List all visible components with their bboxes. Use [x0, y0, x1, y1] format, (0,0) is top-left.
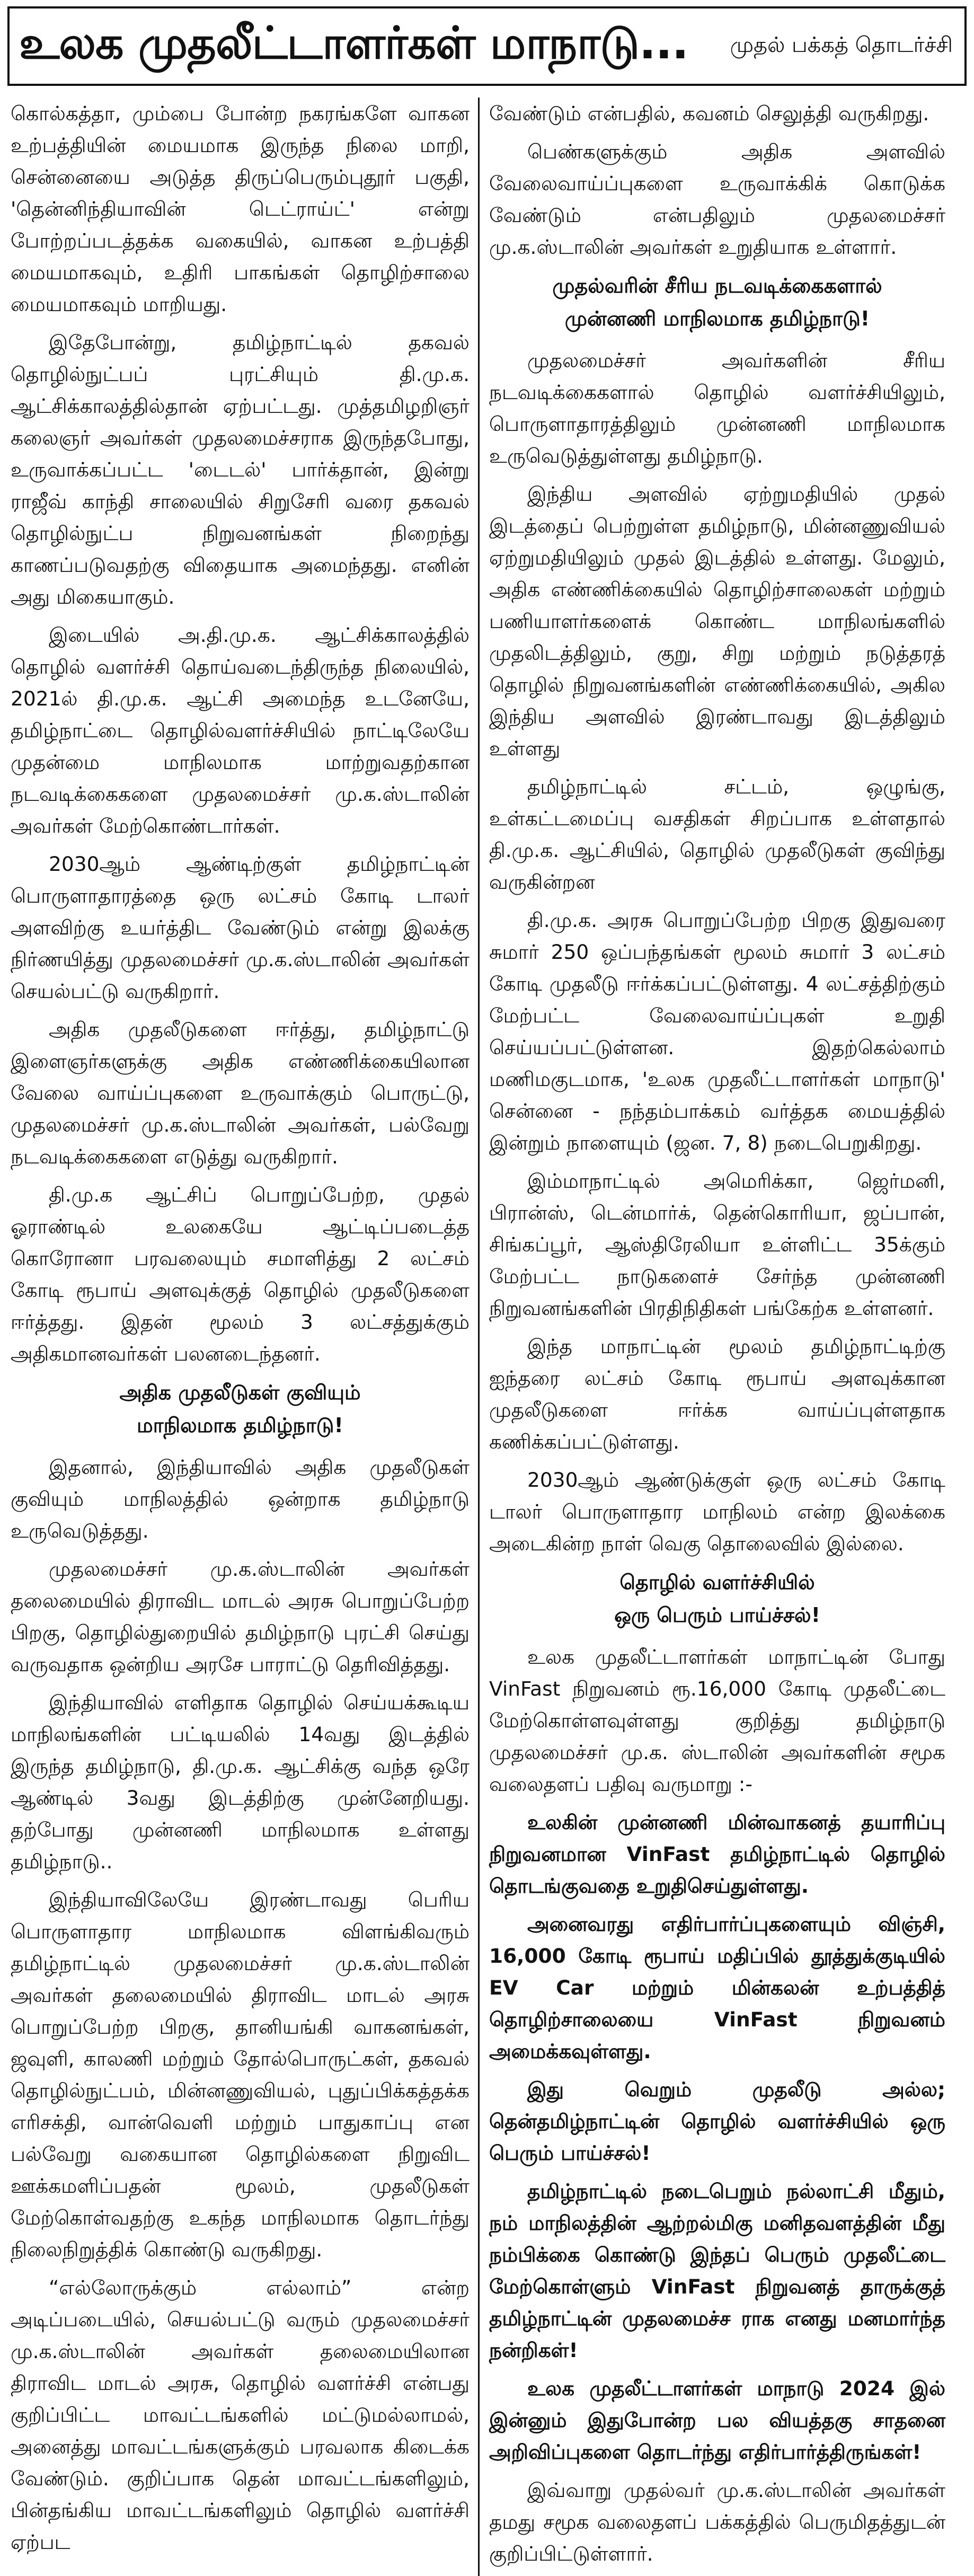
article-masthead	[7, 6, 967, 86]
article-paragraph: இந்திய அளவில் ஏற்றுமதியில் முதல் இடத்தைப் பெற்றுள்ள தமிழ்நாடு, மின்னணுவியல் ஏற்றுமதியிலும் முதல் இடத்தில் உள்ளது. மேலும், அதிக எண்ணிக்கையில் தொழிற்சாலைகள் மற்றும் பணியாளர்களைக் கொண்ட மாநிலங்களில் முதலிடத்திலும், குறு, சிறு மற்றும் நடுத்தரத் தொழில் நிறுவனங்களின் எண்ணிக்கையில், அகில இந்திய அளவில் இரண்டாவது இடத்திலும் உள்ளது	[489, 482, 945, 760]
article-paragraph: உலக முதலீட்டாளர்கள் மாநாட்டின் போது VinFast நிறுவனம் ரூ.16,000 கோடி முதலீட்டை மேற்கொள்ளவுள்ளது குறித்து தமிழ்நாடு முதலமைச்சர் மு.க. ஸ்டாலின் அவர்களின் சமூக வலைதளப் பதிவு வருமாறு :-	[489, 1645, 945, 1796]
article-paragraph: இது வெறும் முதலீடு அல்ல; தென்தமிழ்நாட்டின் தொழில் வளர்ச்சியில் ஒரு பெரும் பாய்ச்சல்!	[489, 2078, 945, 2165]
article-paragraph: இந்த மாநாட்டின் மூலம் தமிழ்நாட்டிற்கு ஐந்தரை லட்சம் கோடி ரூபாய் அளவுக்கான முதலீடுகளை ஈர்க்க வாய்ப்புள்ளதாக கணிக்கப்பட்டுள்ளது.	[489, 1335, 945, 1453]
article-paragraph: “எல்லோருக்கும் எல்லாம்” என்ற அடிப்படையில், செயல்பட்டு வரும் முதலமைச்சர் மு.க.ஸ்டாலின் அவர்கள் தலைமையிலான திராவிட மாடல் அரசு, தொழில் வளர்ச்சி என்பது குறிப்பிட்ட மாவட்டங்களில் மட்டுமல்லாமல், அனைத்து மாவட்டங்களுக்கும் பரவலாக கிடைக்க வேண்டும். குறிப்பாக தென் மாவட்டங்களிலும், பின்தங்கிய மாவட்டங்களிலும் தொழில் வளர்ச்சி ஏற்பட	[11, 2276, 470, 2554]
subheading-line: ஒரு பெரும் பாய்ச்சல்!	[614, 1603, 820, 1627]
article-paragraph: இதனால், இந்தியாவில் அதிக முதலீடுகள் குவியும் மாநிலத்தில் ஒன்றாக தமிழ்நாடு உருவெடுத்தது.	[11, 1455, 470, 1542]
subheading-line: முன்னணி மாநிலமாக தமிழ்நாடு!	[564, 307, 870, 330]
article-paragraph: இதேபோன்று, தமிழ்நாட்டில் தகவல் தொழில்நுட்பப் புரட்சியும் தி.மு.க. ஆட்சிக்காலத்தில்தான் ஏற்பட்டது. முத்தமிழறிஞர் கலைஞர் அவர்கள் முதலமைச்சராக இருந்தபோது, உருவாக்கப்பட்ட 'டைடல்' பார்க்தான், இன்று ராஜீவ் காந்தி சாலையில் சிறுசேரி வரை தகவல் தொழில்நுட்ப நிறுவனங்கள் நிறைந்து காணப்படுவதற்கு விதையாக அமைந்தது. எனின் அது மிகையாகும்.	[11, 331, 470, 608]
section-subheading	[11, 1376, 470, 1442]
section-subheading	[489, 269, 945, 335]
article-paragraph: உலகின் முன்னணி மின்வாகனத் தயாரிப்பு நிறுவனமான VinFast தமிழ்நாட்டில் தொழில் தொடங்குவதை உறுதிசெய்துள்ளது.	[489, 1811, 945, 1898]
article-paragraph: அனைவரது எதிர்பார்ப்புகளையும் விஞ்சி, 16,000 கோடி ரூபாய் மதிப்பில் தூத்துக்குடியில் EV Car மற்றும் மின்கலன் உற்பத்தித் தொழிற்சாலையை VinFast நிறுவனம் அமைக்கவுள்ளது.	[489, 1912, 945, 2063]
article-paragraph: இடையில் அ.தி.மு.க. ஆட்சிக்காலத்தில் தொழில் வளர்ச்சி தொய்வடைந்திருந்த நிலையில், 2021ல் தி.மு.க. ஆட்சி அமைந்த உடனேயே, தமிழ்நாட்டை தொழில்வளர்ச்சியில் நாட்டிலேயே முதன்மை மாநிலமாக மாற்றுவதற்கான நடவடிக்கைகளை முதலமைச்சர் மு.க.ஸ்டாலின் அவர்கள் மேற்கொண்டார்கள்.	[11, 623, 470, 837]
article-paragraph: முதலமைச்சர் மு.க.ஸ்டாலின் அவர்கள் தலைமையில் திராவிட மாடல் அரசு பொறுப்பேற்ற பிறகு, தொழில்துறையில் தமிழ்நாடு புரட்சி செய்து வருவதாக ஒன்றிய அரசே பாராட்டு தெரிவித்தது.	[11, 1557, 470, 1676]
article-paragraph: தமிழ்நாட்டில் நடைபெறும் நல்லாட்சி மீதும், நம் மாநிலத்தின் ஆற்றல்மிகு மனிதவளத்தின் மீது நம்பிக்கை கொண்டு இந்தப் பெரும் முதலீட்டை மேற்கொள்ளும் VinFast நிறுவனத் தாருக்குத் தமிழ்நாட்டின் முதலமைச்ச ராக எனது மனமார்ந்த நன்றிகள்!	[489, 2180, 945, 2362]
article-paragraph: தி.மு.க ஆட்சிப் பொறுப்பேற்ற, முதல் ஓராண்டில் உலகையே ஆட்டிப்படைத்த கொரோனா பரவலையும் சமாளித்து 2 லட்சம் கோடி ரூபாய் அளவுக்குத் தொழில் முதலீடுகளை ஈர்த்தது. இதன் மூலம் 3 லட்சத்துக்கும் அதிகமானவர்கள் பலனடைந்தனர்.	[11, 1183, 470, 1365]
subheading-line: தொழில் வளர்ச்சியில்	[619, 1571, 815, 1594]
article-title: உலக முதலீட்டாளர்கள் மாநாடு...	[19, 17, 688, 69]
article-paragraph: 2030ஆம் ஆண்டுக்குள் ஒரு லட்சம் கோடி டாலர் பொருளாதார மாநிலம் என்ற இலக்கை அடைகின்ற நாள் வெகு தொலைவில் இல்லை.	[489, 1468, 945, 1555]
left-column	[7, 98, 478, 2576]
article-body	[7, 98, 967, 2576]
article-paragraph: அதிக முதலீடுகளை ஈர்த்து, தமிழ்நாட்டு இளைஞர்களுக்கு அதிக எண்ணிக்கையிலான வேலை வாய்ப்புகளை உருவாக்கும் பொருட்டு, முதலமைச்சர் மு.க.ஸ்டாலின் அவர்கள், பல்வேறு நடவடிக்கைகளை எடுத்து வருகிறார்.	[11, 1018, 470, 1168]
article-paragraph: பெண்களுக்கும் அதிக அளவில் வேலைவாய்ப்புகளை உருவாக்கிக் கொடுக்க வேண்டும் என்பதிலும் முதலமைச்சர் மு.க.ஸ்டாலின் அவர்கள் உறுதியாக உள்ளார்.	[489, 140, 945, 259]
right-column	[478, 98, 949, 2576]
article-paragraph: இந்தியாவில் எளிதாக தொழில் செய்யக்கூடிய மாநிலங்களின் பட்டியலில் 14வது இடத்தில் இருந்த தமிழ்நாடு, தி.மு.க. ஆட்சிக்கு வந்த ஒரே ஆண்டில் 3வது இடத்திற்கு முன்னேறியது. தற்போது முன்னணி மாநிலமாக உள்ளது தமிழ்நாடு..	[11, 1691, 470, 1873]
article-paragraph: இந்தியாவிலேயே இரண்டாவது பெரிய பொருளாதார மாநிலமாக விளங்கிவரும் தமிழ்நாட்டில் முதலமைச்சர் மு.க.ஸ்டாலின் அவர்கள் தலைமையில் திராவிட மாடல் அரசு பொறுப்பேற்ற பிறகு, தானியங்கி வாகனங்கள், ஜவுளி, காலணி மற்றும் தோல்பொருட்கள், தகவல் தொழில்நுட்பம், மின்னணுவியல், புதுப்பிக்கத்தக்க எரிசக்தி, வான்வெளி மற்றும் பாதுகாப்பு என பல்வேறு வகையான தொழில்களை நிறுவிட ஊக்கமளிப்பதன் மூலம், முதலீடுகள் மேற்கொள்வதற்கு உகந்த மாநிலமாக தொடர்ந்து நிலைநிறுத்திக் கொண்டு வருகிறது.	[11, 1888, 470, 2261]
article-paragraph: தி.மு.க. அரசு பொறுப்பேற்ற பிறகு இதுவரை சுமார் 250 ஒப்பந்தங்கள் மூலம் சுமார் 3 லட்சம் கோடி முதலீடு ஈர்க்கப்பட்டுள்ளது. 4 லட்சத்திற்கும் மேற்பட்ட வேலைவாய்ப்புகள் உறுதி செய்யப்பட்டுள்ளன. இதற்கெல்லாம் மணிமகுடமாக, 'உலக முதலீட்டாளர்கள் மாநாடு' சென்னை - நந்தம்பாக்கம் வர்த்தக மையத்தில் இன்றும் நாளையும் (ஜன. 7, 8) நடைபெறுகிறது.	[489, 908, 945, 1154]
article-paragraph: கொல்கத்தா, மும்பை போன்ற நகரங்களே வாகன உற்பத்தியின் மையமாக இருந்த நிலை மாறி, சென்னையை அடுத்த திருப்பெரும்புதூர் பகுதி, 'தென்னிந்தியாவின் டெட்ராய்ட்' என்று போற்றப்படத்தக்க வகையில், வாகன உற்பத்தி மையமாகவும், உதிரி பாகங்கள் தொழிற்சாலை மையமாகவும் மாறியது.	[11, 102, 470, 316]
article-paragraph: முதலமைச்சர் அவர்களின் சீரிய நடவடிக்கைகளால் தொழில் வளர்ச்சியிலும், பொருளாதாரத்திலும் முன்னணி மாநிலமாக உருவெடுத்துள்ளது தமிழ்நாடு.	[489, 349, 945, 467]
subheading-line: அதிக முதலீடுகள் குவியும்	[119, 1381, 361, 1404]
article-paragraph: வேண்டும் என்பதில், கவனம் செலுத்தி வருகிறது.	[489, 102, 929, 125]
article-paragraph: இம்மாநாட்டில் அமெரிக்கா, ஜெர்மனி, பிரான்ஸ், டென்மார்க், தென்கொரியா, ஜப்பான், சிங்கப்பூர், ஆஸ்திரேலியா உள்ளிட்ட 35க்கும் மேற்பட்ட நாடுகளைச் சேர்ந்த முன்னணி நிறுவனங்களின் பிரதிநிதிகள் பங்கேற்க உள்ளனர்.	[489, 1169, 945, 1320]
continued-label: முதல் பக்கத் தொடர்ச்சி	[730, 32, 953, 57]
article-paragraph: உலக முதலீட்டாளர்கள் மாநாடு 2024 இல் இன்னும் இதுபோன்ற பல வியத்தகு சாதனை அறிவிப்புகளை தொடர்ந்து எதிர்பார்த்திருங்கள்!	[489, 2377, 945, 2464]
subheading-line: மாநிலமாக தமிழ்நாடு!	[137, 1414, 343, 1437]
article-paragraph: இவ்வாறு முதல்வர் மு.க.ஸ்டாலின் அவர்கள் தமது சமூக வலைதளப் பக்கத்தில் பெருமிதத்துடன் குறிப்பிட்டுள்ளார்.	[489, 2478, 945, 2565]
section-subheading	[489, 1566, 945, 1631]
subheading-line: முதல்வரின் சீரிய நடவடிக்கைகளால்	[552, 274, 882, 297]
article-paragraph: 2030ஆம் ஆண்டிற்குள் தமிழ்நாட்டின் பொருளாதாரத்தை ஒரு லட்சம் கோடி டாலர் அளவிற்கு உயர்த்திட வேண்டும் என்று இலக்கு நிர்ணயித்து முதலமைச்சர் மு.க.ஸ்டாலின் அவர்கள் செயல்பட்டு வருகிறார்.	[11, 852, 470, 1003]
article-paragraph: தமிழ்நாட்டில் சட்டம், ஒழுங்கு, உள்கட்டமைப்பு வசதிகள் சிறப்பாக உள்ளதால் தி.மு.க. ஆட்சியில், தொழில் முதலீடுகள் குவிந்து வருகின்றன	[489, 775, 945, 894]
